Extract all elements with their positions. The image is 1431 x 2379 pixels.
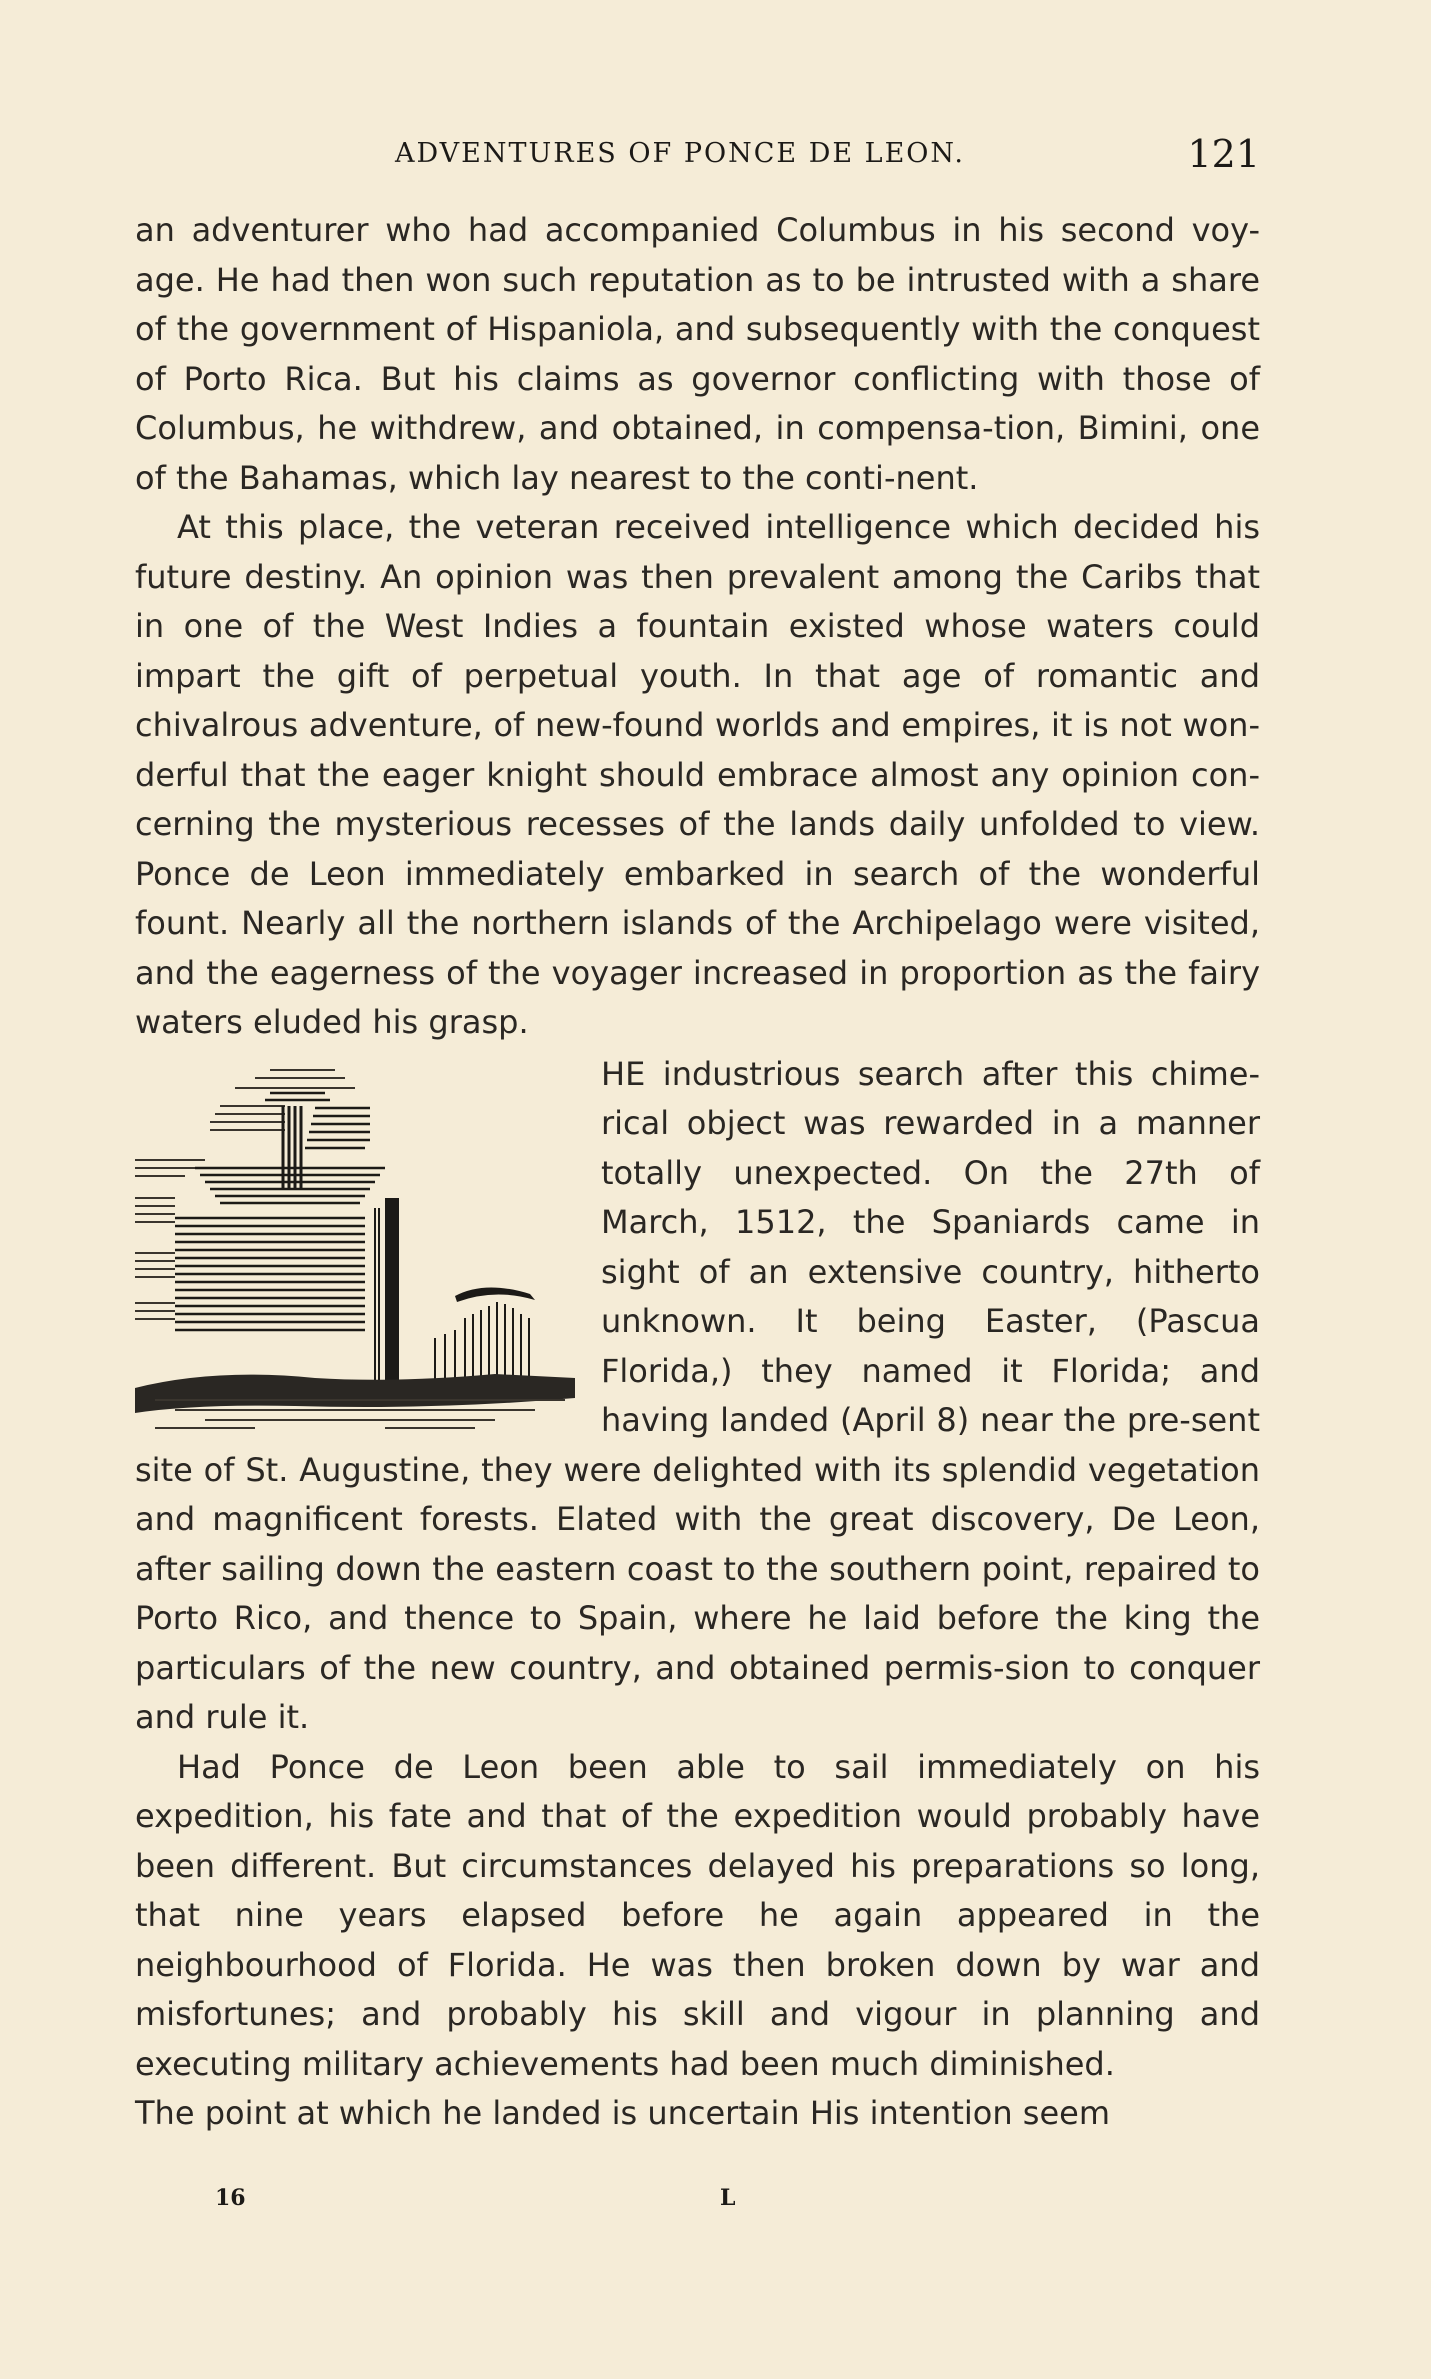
signature-letter: L <box>720 2185 736 2211</box>
paragraph-2: At this place, the veteran received intelligence which decided his future destiny. An opinion was then prevalent among the Caribs that in one of the West Indies a fountain existed whose waters could impart the gift of perpetual youth. In that age of romantic and chivalrous adventure, of new-found worlds and empires, it is not won-derful that the eager knight should embrace almost any opinion con-cerning the mysterious recesses of the lands daily unfolded to view. Ponce de Leon immediately embarked in search of the wonderful fount. Nearly all the northern islands of the Archipelago were visited, and the eagerness of the voyager increased in proportion as the fairy waters eluded his grasp. <box>135 508 1260 1041</box>
paragraph-1: an adventurer who had accompanied Columbus in his second voy-age. He had then won such reputation as to be intrusted with a share of the government of Hispaniola, and subsequently with the conquest of Porto Rica. But his claims as governor conflicting with those of Columbus, he withdrew, and obtained, in compensa-tion, Bimini, one of the Bahamas, which lay nearest to the conti-nent. <box>135 211 1260 497</box>
page-header <box>135 132 1260 182</box>
paragraph-3: HE industrious search after this chime-rical object was rewarded in a manner totally unexpected. On the 27th of March, 1512, the Spaniards came in sight of an extensive country, hitherto unknown. It being Easter, (Pascua Florida,) they named it Florida; and having landed (April 8) near the pre-sent site of St. Augustine, they were delighted with its splendid vegetation and magnificent forests. Elated with the great discovery, De Leon, after sailing down the eastern coast to the southern point, repaired to Porto Rico, and thence to Spain, where he laid before the king the particulars of the new country, and obtained permis-sion to conquer and rule it. <box>135 1054 1260 1736</box>
signature-number: 16 <box>215 2185 246 2211</box>
page-number: 121 <box>1187 132 1260 176</box>
running-head: ADVENTURES OF PONCE DE LEON. <box>395 138 965 169</box>
dropcap-paragraph <box>135 1050 1260 1743</box>
paragraph-4: Had Ponce de Leon been able to sail immediately on his expedition, his fate and that of the expedition would probably have been different. But circumstances delayed his preparations so long, that nine years elapsed before he again appeared in the neighbourhood of Florida. He was then broken down by war and misfortunes; and probably his skill and vigour in planning and executing military achievements had been much diminished. <box>135 1747 1260 2083</box>
body-text <box>135 206 1260 2139</box>
paragraph-5: The point at which he landed is uncertain His intention seem <box>135 2094 1110 2132</box>
page-footer <box>215 2185 915 2225</box>
engraved-t-icon <box>135 1048 583 1438</box>
